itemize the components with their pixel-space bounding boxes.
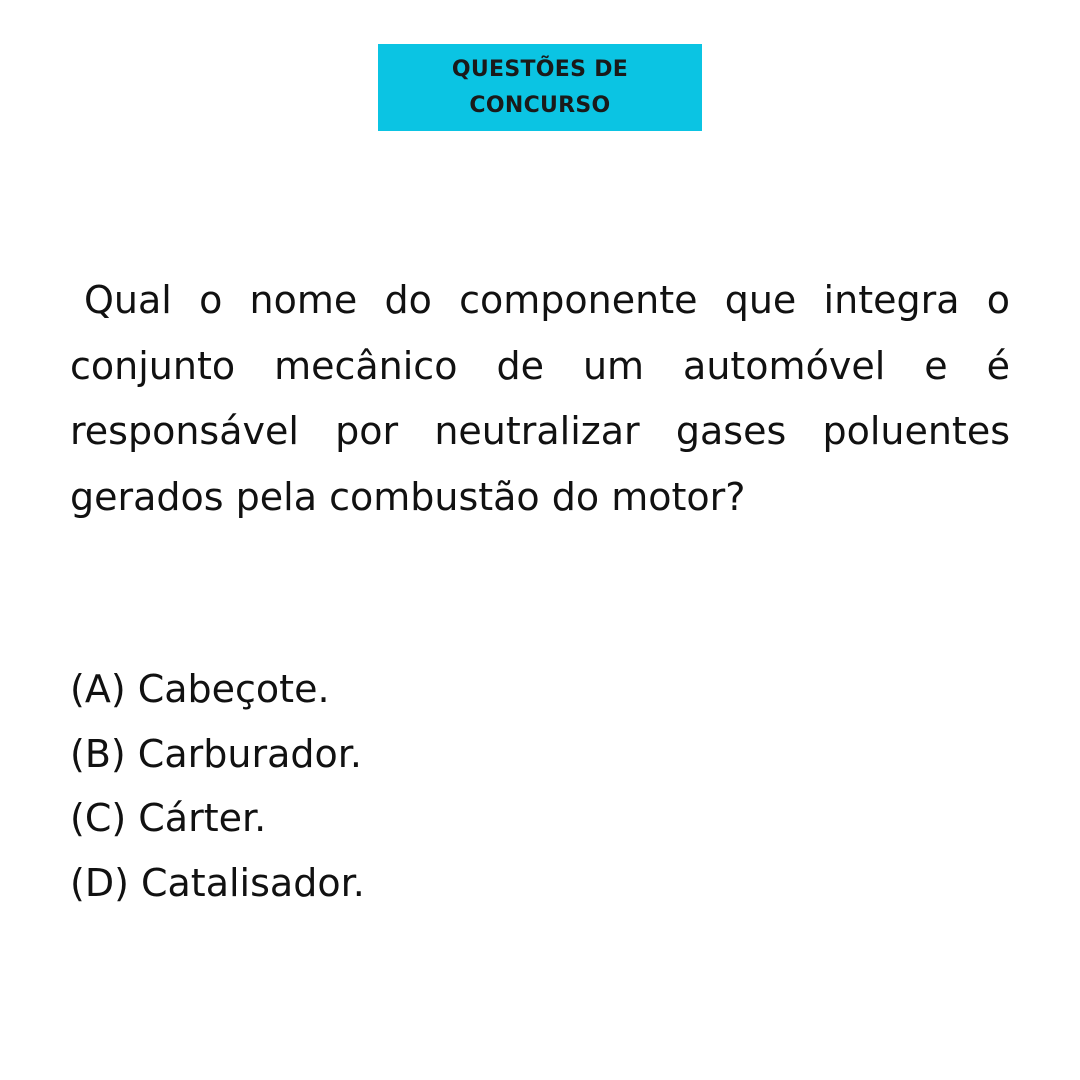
option-b[interactable]: (B) Carburador. xyxy=(70,731,362,776)
title-badge xyxy=(378,44,702,131)
option-c[interactable]: (C) Cárter. xyxy=(70,796,267,840)
option-a[interactable]: (A) Cabeçote. xyxy=(70,667,330,711)
question-text-block xyxy=(70,268,1010,530)
question-text: Qual o nome do componente que integra o conjunto mecânico de um automóvel e é responsável por neutralizar gases poluentes gerados pela combustão do motor? xyxy=(70,278,1010,519)
option-d[interactable]: (D) Catalisador. xyxy=(70,860,365,905)
badge-title: QUESTÕES DE CONCURSO xyxy=(451,56,629,118)
answer-options xyxy=(70,657,770,915)
